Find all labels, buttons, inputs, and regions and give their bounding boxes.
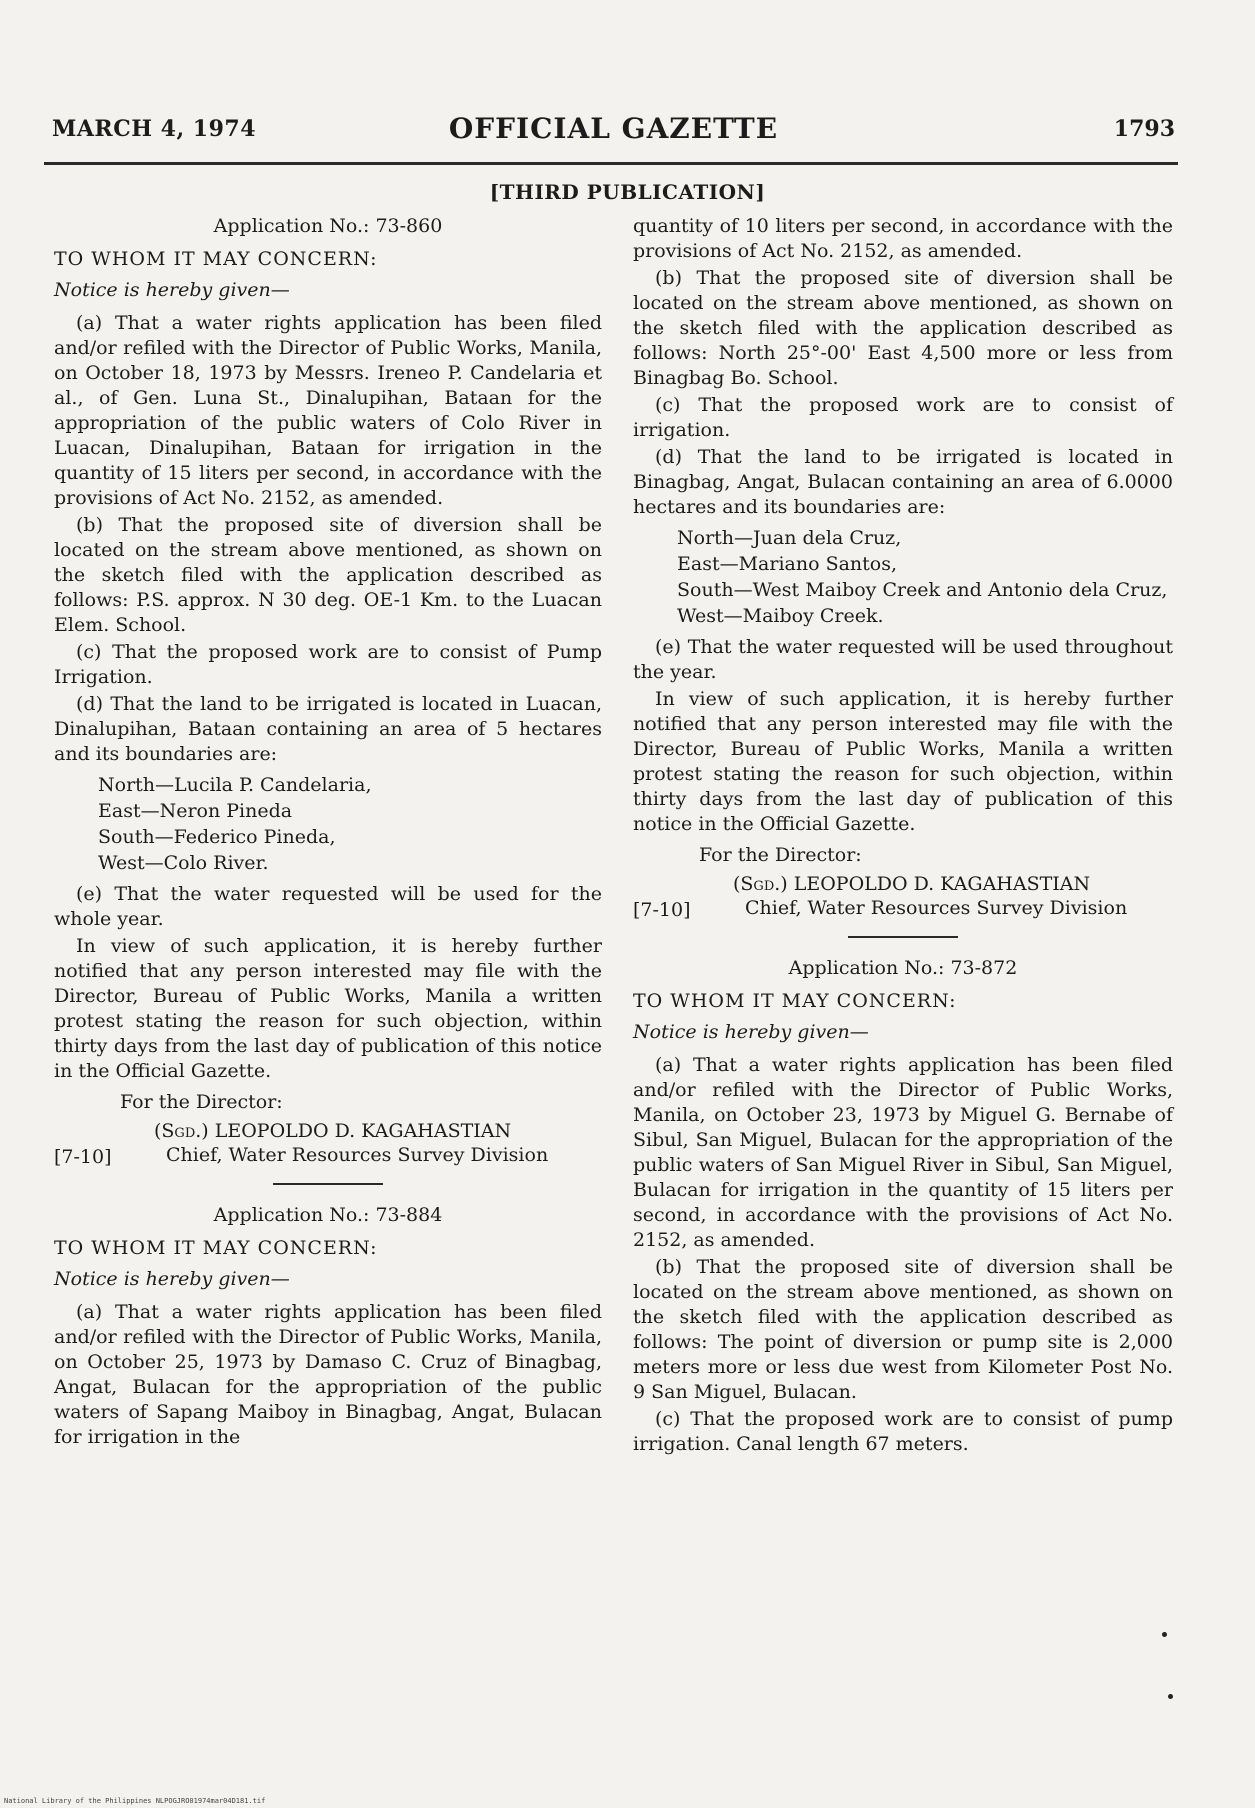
boundary-west: West—Maiboy Creek. bbox=[677, 605, 884, 627]
publication-numbers: [7-10] bbox=[54, 1146, 112, 1168]
signature-block bbox=[54, 1119, 602, 1169]
boundaries-list bbox=[98, 773, 602, 876]
signatory-title: Chief, Water Resources Survey Division bbox=[745, 897, 1128, 919]
notice-intro: Notice is hereby given— bbox=[633, 1021, 869, 1043]
publication-title: OFFICIAL GAZETTE bbox=[448, 112, 779, 145]
salutation: TO WHOM IT MAY CONCERN: bbox=[54, 1237, 378, 1259]
clause-b: (b) That the proposed site of diversion shall be located on the stream above mentioned, as shown on the sketch filed with the application described as follows: P.S. approx. N 30 deg. OE-1 Km. to the Luacan Elem. School. bbox=[54, 514, 602, 636]
clause-a-continued: quantity of 10 liters per second, in accordance with the provisions of Act No. 2152, as amended. bbox=[633, 215, 1173, 262]
clause-c: (c) That the proposed work are to consist of irrigation. bbox=[633, 394, 1173, 441]
clause-d: (d) That the land to be irrigated is located in Luacan, Dinalupihan, Bataan containing an area of 5 hectares and its boundaries are: bbox=[54, 693, 602, 765]
notice-intro: Notice is hereby given— bbox=[54, 1268, 290, 1290]
notice-divider bbox=[848, 936, 958, 938]
boundary-east: East—Neron Pineda bbox=[98, 800, 293, 822]
protest-paragraph: In view of such application, it is hereby further notified that any person interested may file with the Director, Bureau of Public Works, Manila a written protest stating the reason for such objection, within thirty days from the last day of publication of this notice in the Official Gazette. bbox=[54, 935, 602, 1082]
notice-intro: Notice is hereby given— bbox=[54, 279, 290, 301]
clause-a: (a) That a water rights application has been filed and/or refiled with the Director of Public Works, Manila, on October 18, 1973 by Messrs. Ireneo P. Candelaria et al., of Gen. Luna St., Dinalupihan, Bataan for the appropriation of the public waters of Colo River in Luacan, Dinalupihan, Bataan for irrigation in the quantity of 15 liters per second, in accordance with the provisions of Act No. 2152, as amended. bbox=[54, 312, 602, 509]
protest-paragraph: In view of such application, it is hereby further notified that any person interested may file with the Director, Bureau of Public Works, Manila a written protest stating the reason for such objection, within thirty days from the last day of publication of this notice in the Official Gazette. bbox=[633, 688, 1173, 835]
clause-d: (d) That the land to be irrigated is located in Binagbag, Angat, Bulacan containing an area of 6.0000 hectares and its boundaries are: bbox=[633, 446, 1173, 518]
boundary-north: North—Lucila P. Candelaria, bbox=[98, 774, 372, 796]
left-column bbox=[54, 214, 602, 1452]
scan-speck bbox=[1162, 1632, 1167, 1637]
boundary-east: East—Mariano Santos, bbox=[677, 553, 898, 575]
boundary-north: North—Juan dela Cruz, bbox=[677, 527, 902, 549]
clause-a: (a) That a water rights application has been filed and/or refiled with the Director of Public Works, Manila, on October 23, 1973 by Miguel G. Bernabe of Sibul, San Miguel, Bulacan for the appropriation of the public waters of San Miguel River in Sibul, San Miguel, Bulacan for irrigation in the quantity of 15 liters per second, in accordance with the provisions of Act No. 2152, as amended. bbox=[633, 1054, 1173, 1251]
clause-b: (b) That the proposed site of diversion shall be located on the stream above mentioned, as shown on the sketch filed with the application described as follows: North 25°-00' East 4,500 more or less from Binagbag Bo. School. bbox=[633, 267, 1173, 389]
signatory-name: (Sgd.) LEOPOLDO D. KAGAHASTIAN bbox=[154, 1120, 512, 1142]
notice-divider bbox=[273, 1183, 383, 1185]
signature-block bbox=[633, 872, 1173, 922]
issue-date: MARCH 4, 1974 bbox=[52, 116, 257, 142]
salutation: TO WHOM IT MAY CONCERN: bbox=[54, 248, 378, 270]
signatory-name: (Sgd.) LEOPOLDO D. KAGAHASTIAN bbox=[733, 873, 1091, 895]
application-number: Application No.: 73-860 bbox=[213, 215, 443, 237]
application-number: Application No.: 73-884 bbox=[213, 1204, 443, 1226]
scan-speck bbox=[1168, 1694, 1173, 1699]
clause-c: (c) That the proposed work are to consist of Pump Irrigation. bbox=[54, 641, 602, 688]
salutation: TO WHOM IT MAY CONCERN: bbox=[633, 990, 957, 1012]
clause-b: (b) That the proposed site of diversion shall be located on the stream above mentioned, as shown on the sketch filed with the application described as follows: The point of diversion or pump site is 2,000 meters more or less due west from Kilometer Post No. 9 San Miguel, Bulacan. bbox=[633, 1256, 1173, 1403]
signatory-title: Chief, Water Resources Survey Division bbox=[166, 1144, 549, 1166]
clause-e: (e) That the water requested will be used for the whole year. bbox=[54, 883, 602, 930]
clause-e: (e) That the water requested will be used throughout the year. bbox=[633, 636, 1173, 683]
for-director: For the Director: bbox=[120, 1091, 283, 1113]
boundary-west: West—Colo River. bbox=[98, 852, 269, 874]
for-director: For the Director: bbox=[699, 844, 862, 866]
scan-footer: National Library of the Philippines NLPOGJRO01974mar04D181.tif bbox=[4, 1797, 266, 1805]
publication-label: [THIRD PUBLICATION] bbox=[489, 180, 766, 204]
clause-c: (c) That the proposed work are to consist of pump irrigation. Canal length 67 meters. bbox=[633, 1408, 1173, 1455]
publication-numbers: [7-10] bbox=[633, 899, 691, 921]
boundary-south: South—West Maiboy Creek and Antonio dela Cruz, bbox=[677, 579, 1168, 601]
header-rule bbox=[44, 162, 1178, 165]
application-number: Application No.: 73-872 bbox=[788, 957, 1018, 979]
page-header bbox=[52, 112, 1175, 158]
page-number: 1793 bbox=[1113, 116, 1175, 142]
boundaries-list bbox=[677, 526, 1173, 629]
right-column bbox=[633, 214, 1173, 1459]
clause-a: (a) That a water rights application has been filed and/or refiled with the Director of Public Works, Manila, on October 25, 1973 by Damaso C. Cruz of Binagbag, Angat, Bulacan for the appropriation of the public waters of Sapang Maiboy in Binagbag, Angat, Bulacan for irrigation in the bbox=[54, 1301, 602, 1448]
boundary-south: South—Federico Pineda, bbox=[98, 826, 336, 848]
